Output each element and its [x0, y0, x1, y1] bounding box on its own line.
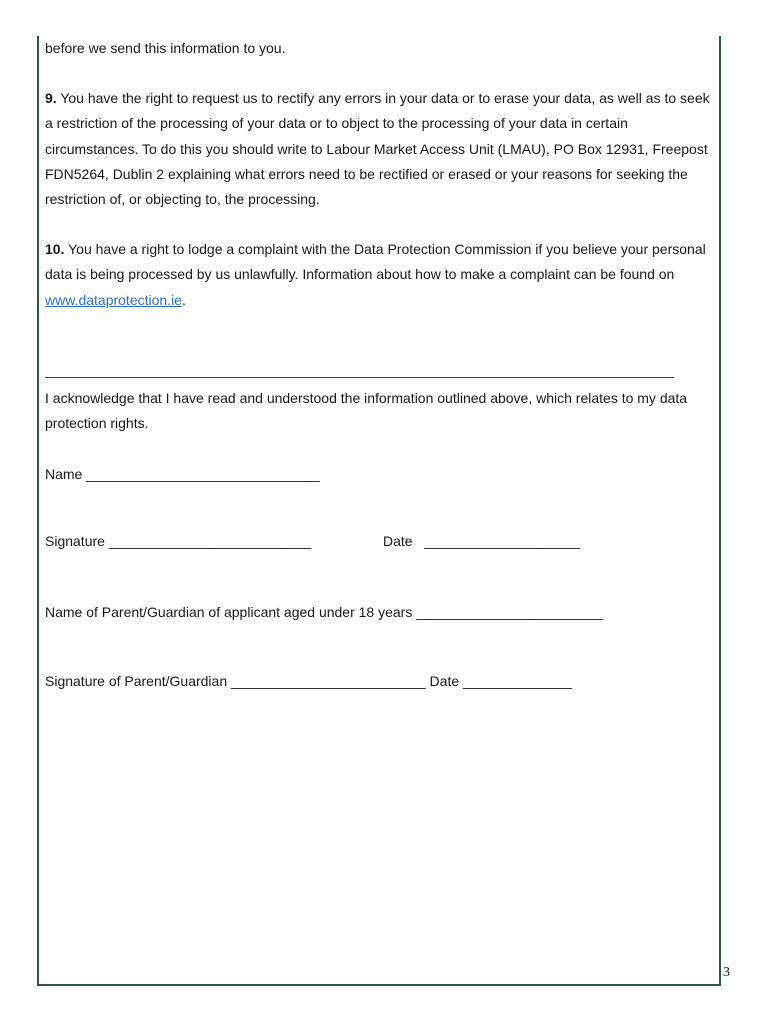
item-10-end: . — [181, 291, 186, 308]
item-9-number: 9. — [45, 90, 57, 107]
guardian-name-field[interactable]: Name of Parent/Guardian of applicant aged under 18 years ________________________ — [45, 604, 604, 620]
separator-line — [45, 377, 674, 378]
item-9-text: You have the right to request us to rectify any errors in your data or to erase your data, as well as to seek a restriction of the processing of your data or to object to the processing of your data in certain circumstances. To do this you should write to Labour Market Access Unit (LMAU), PO Box 12931, Freepost FDN5264, Dublin 2 explaining what errors need to be rectified or erased or your reasons for seeking the restriction of, or objecting to, the processing. — [45, 90, 710, 208]
document-body — [45, 36, 720, 313]
dataprotection-link[interactable]: www.dataprotection.ie — [45, 291, 182, 308]
name-field[interactable]: Name ______________________________ — [45, 466, 320, 482]
item-9-paragraph — [45, 86, 720, 212]
signature-field[interactable]: Signature __________________________ — [45, 533, 312, 549]
page-number: 3 — [723, 965, 730, 980]
guardian-signature-field[interactable]: Signature of Parent/Guardian _________________________ Date ______________ — [45, 673, 573, 689]
item-10-number: 10. — [45, 241, 65, 258]
item-10-paragraph — [45, 237, 720, 313]
continuation-text: before we send this information to you. — [45, 40, 286, 56]
date-field[interactable]: Date ____________________ — [383, 533, 580, 549]
item-10-text: You have a right to lodge a complaint with the Data Protection Commission if you believe your personal data is being processed by us unlawfully. Information about how to make a complaint can be found on — [45, 241, 706, 283]
acknowledgement-text: I acknowledge that I have read and understood the information outlined above, which relates to my data protection rights. — [45, 390, 688, 432]
